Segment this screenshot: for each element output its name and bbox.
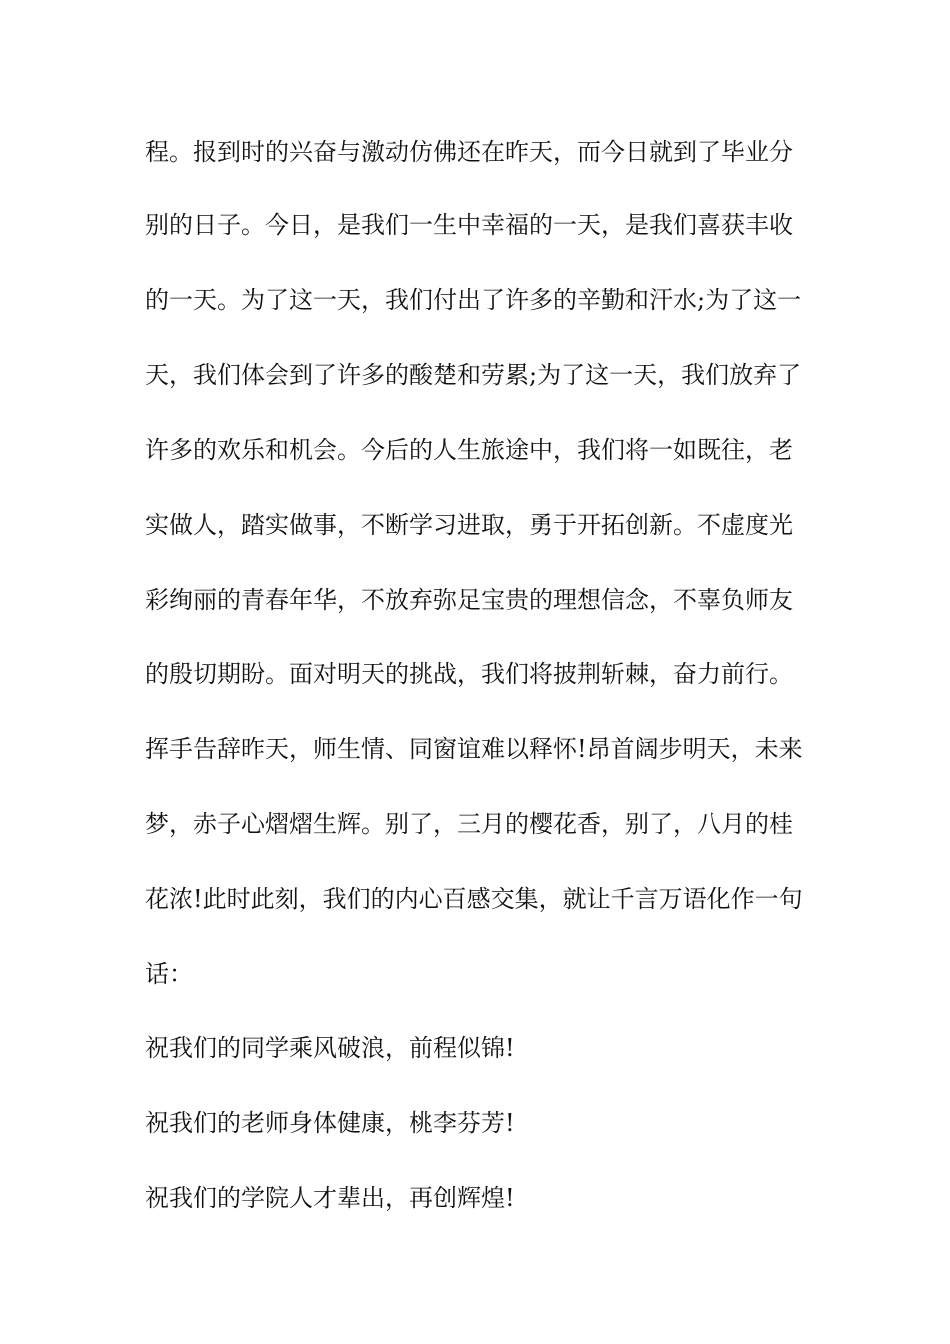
text-line: 天，我们体会到了许多的酸楚和劳累;为了这一天，我们放弃了 <box>145 361 802 389</box>
wish-line: 祝我们的学院人才辈出，再创辉煌! <box>145 1184 515 1212</box>
wish-line: 祝我们的老师身体健康，桃李芬芳! <box>145 1109 515 1137</box>
text-line: 挥手告辞昨天，师生情、同窗谊难以释怀!昂首阔步明天，未来 <box>145 735 803 763</box>
text-line: 梦，赤子心熠熠生辉。别了，三月的樱花香，别了，八月的桂 <box>145 810 793 838</box>
text-line: 话： <box>145 960 193 988</box>
text-line: 彩绚丽的青春年华，不放弃弥足宝贵的理想信念，不辜负师友 <box>145 586 793 614</box>
text-line: 实做人，踏实做事，不断学习进取，勇于开拓创新。不虚度光 <box>145 511 793 539</box>
text-line: 许多的欢乐和机会。今后的人生旅途中，我们将一如既往，老 <box>145 436 793 464</box>
text-line: 的一天。为了这一天，我们付出了许多的辛勤和汗水;为了这一 <box>145 286 802 314</box>
wish-line: 祝我们的同学乘风破浪，前程似锦! <box>145 1034 515 1062</box>
text-line: 别的日子。今日，是我们一生中幸福的一天，是我们喜获丰收 <box>145 211 793 239</box>
text-line: 的殷切期盼。面对明天的挑战，我们将披荆斩棘，奋力前行。 <box>145 660 793 688</box>
text-line: 程。报到时的兴奋与激动仿佛还在昨天，而今日就到了毕业分 <box>145 138 793 166</box>
text-line: 花浓!此时此刻，我们的内心百感交集，就让千言万语化作一句 <box>145 885 803 913</box>
